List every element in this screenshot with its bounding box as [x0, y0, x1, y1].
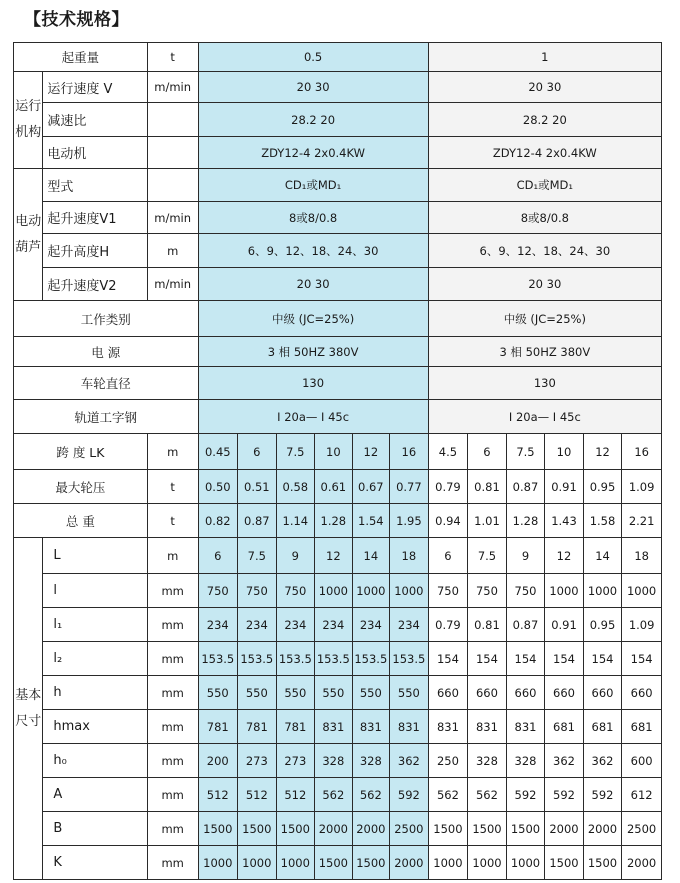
- value-cell: 16: [390, 434, 429, 470]
- value-cell: 750: [276, 574, 315, 608]
- table-row: [14, 202, 662, 234]
- dim-label: l₂: [43, 642, 147, 676]
- value-cell: 781: [198, 710, 238, 744]
- table-row: [14, 301, 662, 337]
- row-unit: [147, 137, 198, 169]
- value-cell: 154: [583, 642, 622, 676]
- value-cell: 1.58: [583, 504, 622, 538]
- value-cell: 0.94: [428, 504, 468, 538]
- value-cell: 2000: [315, 812, 353, 846]
- value-cell: 1000: [468, 846, 507, 880]
- spec-table: [13, 42, 662, 880]
- row-unit: mm: [147, 710, 198, 744]
- value-cell: 592: [390, 778, 429, 812]
- table-row: [14, 434, 662, 470]
- value-cell: 512: [198, 778, 238, 812]
- value-cell: 750: [428, 574, 468, 608]
- value-cell: 1000: [506, 846, 545, 880]
- table-row: [14, 608, 662, 642]
- row-label: 电 源: [14, 337, 199, 367]
- value-cell: 550: [352, 676, 390, 710]
- row-unit: mm: [147, 778, 198, 812]
- value-cell: 0.82: [198, 504, 238, 538]
- table-row: [14, 538, 662, 574]
- right-value: CD₁或MD₁: [428, 169, 661, 202]
- value-cell: 2000: [545, 812, 584, 846]
- value-cell: 12: [583, 434, 622, 470]
- value-cell: 562: [468, 778, 507, 812]
- value-cell: 1.09: [622, 470, 662, 504]
- row-unit: mm: [147, 608, 198, 642]
- value-cell: 1500: [545, 846, 584, 880]
- value-cell: 12: [545, 538, 584, 574]
- value-cell: 0.45: [198, 434, 238, 470]
- value-cell: 0.91: [545, 608, 584, 642]
- left-value: 20 30: [198, 72, 428, 103]
- right-value: 1: [428, 43, 661, 72]
- table-row: [14, 234, 662, 268]
- left-value: 中级 (JC=25%): [198, 301, 428, 337]
- value-cell: 1000: [276, 846, 315, 880]
- value-cell: 4.5: [428, 434, 468, 470]
- page-title: 【技术规格】: [24, 10, 129, 30]
- value-cell: 0.95: [583, 470, 622, 504]
- table-row: [14, 367, 662, 400]
- table-row: [14, 72, 662, 103]
- row-unit: t: [147, 470, 198, 504]
- row-unit: mm: [147, 744, 198, 778]
- value-cell: 660: [506, 676, 545, 710]
- value-cell: 0.87: [506, 608, 545, 642]
- value-cell: 681: [545, 710, 584, 744]
- value-cell: 234: [352, 608, 390, 642]
- value-cell: 6: [198, 538, 238, 574]
- value-cell: 1500: [583, 846, 622, 880]
- value-cell: 0.79: [428, 608, 468, 642]
- value-cell: 550: [390, 676, 429, 710]
- value-cell: 1000: [428, 846, 468, 880]
- value-cell: 562: [428, 778, 468, 812]
- dim-label: L: [43, 538, 147, 574]
- value-cell: 512: [276, 778, 315, 812]
- value-cell: 750: [506, 574, 545, 608]
- value-cell: 660: [545, 676, 584, 710]
- left-value: 0.5: [198, 43, 428, 72]
- value-cell: 1000: [352, 574, 390, 608]
- value-cell: 7.5: [468, 538, 507, 574]
- value-cell: 154: [545, 642, 584, 676]
- table-row: [14, 470, 662, 504]
- value-cell: 0.91: [545, 470, 584, 504]
- dim-label: B: [43, 812, 147, 846]
- value-cell: 0.81: [468, 608, 507, 642]
- row-unit: mm: [147, 642, 198, 676]
- left-value: 8或8/0.8: [198, 202, 428, 234]
- value-cell: 6: [428, 538, 468, 574]
- value-cell: 831: [506, 710, 545, 744]
- left-value: 20 30: [198, 268, 428, 301]
- row-label: 跨 度 LK: [14, 434, 148, 470]
- value-cell: 6: [238, 434, 277, 470]
- value-cell: 234: [238, 608, 277, 642]
- value-cell: 273: [238, 744, 277, 778]
- value-cell: 7.5: [506, 434, 545, 470]
- row-label: 工作类别: [14, 301, 199, 337]
- value-cell: 512: [238, 778, 277, 812]
- value-cell: 612: [622, 778, 662, 812]
- value-cell: 0.61: [315, 470, 353, 504]
- value-cell: 2500: [622, 812, 662, 846]
- table-row: [14, 778, 662, 812]
- value-cell: 234: [315, 608, 353, 642]
- dim-label: hmax: [43, 710, 147, 744]
- value-cell: 362: [390, 744, 429, 778]
- left-value: I 20a— I 45c: [198, 400, 428, 434]
- right-value: 中级 (JC=25%): [428, 301, 661, 337]
- dim-label: K: [43, 846, 147, 880]
- value-cell: 0.79: [428, 470, 468, 504]
- value-cell: 1.14: [276, 504, 315, 538]
- value-cell: 562: [352, 778, 390, 812]
- dim-label: l₁: [43, 608, 147, 642]
- row-label: 车轮直径: [14, 367, 199, 400]
- value-cell: 200: [198, 744, 238, 778]
- table-row: [14, 268, 662, 301]
- row-label: 起升速度V1: [43, 202, 147, 234]
- value-cell: 234: [198, 608, 238, 642]
- value-cell: 1500: [315, 846, 353, 880]
- table-row: [14, 43, 662, 72]
- value-cell: 1000: [315, 574, 353, 608]
- value-cell: 2000: [352, 812, 390, 846]
- table-row: [14, 504, 662, 538]
- right-value: 20 30: [428, 268, 661, 301]
- dim-label: h: [43, 676, 147, 710]
- row-unit: t: [147, 504, 198, 538]
- table-row: [14, 103, 662, 137]
- row-unit: m/min: [147, 202, 198, 234]
- value-cell: 362: [545, 744, 584, 778]
- value-cell: 1.95: [390, 504, 429, 538]
- value-cell: 1.01: [468, 504, 507, 538]
- value-cell: 550: [238, 676, 277, 710]
- value-cell: 1000: [390, 574, 429, 608]
- value-cell: 154: [468, 642, 507, 676]
- value-cell: 10: [545, 434, 584, 470]
- value-cell: 750: [468, 574, 507, 608]
- dim-label: l: [43, 574, 147, 608]
- value-cell: 1000: [583, 574, 622, 608]
- row-label: 减速比: [43, 103, 147, 137]
- value-cell: 831: [428, 710, 468, 744]
- row-unit: m/min: [147, 268, 198, 301]
- group-label-dimensions: 基本尺寸: [14, 538, 43, 880]
- value-cell: 831: [315, 710, 353, 744]
- value-cell: 660: [428, 676, 468, 710]
- value-cell: 12: [352, 434, 390, 470]
- left-value: 6、9、12、18、24、30: [198, 234, 428, 268]
- value-cell: 12: [315, 538, 353, 574]
- row-label: 起升速度V2: [43, 268, 147, 301]
- dim-label: h₀: [43, 744, 147, 778]
- right-value: 20 30: [428, 72, 661, 103]
- value-cell: 750: [238, 574, 277, 608]
- row-unit: mm: [147, 812, 198, 846]
- table-row: [14, 676, 662, 710]
- value-cell: 781: [276, 710, 315, 744]
- value-cell: 1500: [198, 812, 238, 846]
- value-cell: 6: [468, 434, 507, 470]
- value-cell: 16: [622, 434, 662, 470]
- value-cell: 592: [583, 778, 622, 812]
- dim-label: A: [43, 778, 147, 812]
- value-cell: 1000: [545, 574, 584, 608]
- left-value: ZDY12-4 2x0.4KW: [198, 137, 428, 169]
- value-cell: 592: [545, 778, 584, 812]
- group-label-hoist: 电动葫芦: [14, 169, 43, 301]
- value-cell: 660: [622, 676, 662, 710]
- row-unit: t: [147, 43, 198, 72]
- value-cell: 154: [622, 642, 662, 676]
- row-unit: mm: [147, 846, 198, 880]
- row-unit: m: [147, 434, 198, 470]
- value-cell: 831: [468, 710, 507, 744]
- row-label: 轨道工字钢: [14, 400, 199, 434]
- value-cell: 831: [352, 710, 390, 744]
- value-cell: 153.5: [238, 642, 277, 676]
- left-value: 28.2 20: [198, 103, 428, 137]
- value-cell: 1000: [238, 846, 277, 880]
- value-cell: 562: [315, 778, 353, 812]
- table-row: [14, 710, 662, 744]
- row-label: 型式: [43, 169, 147, 202]
- value-cell: 0.58: [276, 470, 315, 504]
- row-label: 最大轮压: [14, 470, 148, 504]
- value-cell: 153.5: [198, 642, 238, 676]
- value-cell: 328: [315, 744, 353, 778]
- value-cell: 153.5: [276, 642, 315, 676]
- value-cell: 1500: [506, 812, 545, 846]
- value-cell: 9: [276, 538, 315, 574]
- value-cell: 7.5: [276, 434, 315, 470]
- value-cell: 600: [622, 744, 662, 778]
- value-cell: 1500: [276, 812, 315, 846]
- value-cell: 14: [583, 538, 622, 574]
- value-cell: 328: [506, 744, 545, 778]
- value-cell: 328: [468, 744, 507, 778]
- left-value: CD₁或MD₁: [198, 169, 428, 202]
- table-row: [14, 169, 662, 202]
- value-cell: 2.21: [622, 504, 662, 538]
- value-cell: 0.67: [352, 470, 390, 504]
- value-cell: 7.5: [238, 538, 277, 574]
- row-unit: m: [147, 538, 198, 574]
- table-row: [14, 337, 662, 367]
- value-cell: 831: [390, 710, 429, 744]
- table-row: [14, 642, 662, 676]
- row-unit: [147, 169, 198, 202]
- left-value: 130: [198, 367, 428, 400]
- value-cell: 154: [506, 642, 545, 676]
- row-label: 电动机: [43, 137, 147, 169]
- table-row: [14, 812, 662, 846]
- value-cell: 1.28: [315, 504, 353, 538]
- value-cell: 153.5: [315, 642, 353, 676]
- value-cell: 1.09: [622, 608, 662, 642]
- value-cell: 1000: [198, 846, 238, 880]
- row-unit: [147, 103, 198, 137]
- value-cell: 0.81: [468, 470, 507, 504]
- table-row: [14, 744, 662, 778]
- row-label: 起重量: [14, 43, 148, 72]
- value-cell: 0.50: [198, 470, 238, 504]
- row-unit: mm: [147, 574, 198, 608]
- value-cell: 1500: [468, 812, 507, 846]
- value-cell: 660: [583, 676, 622, 710]
- right-value: 8或8/0.8: [428, 202, 661, 234]
- value-cell: 2000: [583, 812, 622, 846]
- table-row: [14, 400, 662, 434]
- value-cell: 660: [468, 676, 507, 710]
- value-cell: 153.5: [390, 642, 429, 676]
- value-cell: 1.54: [352, 504, 390, 538]
- row-label: 总 重: [14, 504, 148, 538]
- value-cell: 18: [622, 538, 662, 574]
- value-cell: 1.43: [545, 504, 584, 538]
- right-value: 28.2 20: [428, 103, 661, 137]
- table-row: [14, 574, 662, 608]
- value-cell: 550: [276, 676, 315, 710]
- value-cell: 592: [506, 778, 545, 812]
- value-cell: 362: [583, 744, 622, 778]
- value-cell: 0.95: [583, 608, 622, 642]
- value-cell: 1500: [428, 812, 468, 846]
- row-unit: mm: [147, 676, 198, 710]
- table-row: [14, 137, 662, 169]
- value-cell: 153.5: [352, 642, 390, 676]
- value-cell: 781: [238, 710, 277, 744]
- row-label: 运行速度 V: [43, 72, 147, 103]
- value-cell: 250: [428, 744, 468, 778]
- value-cell: 750: [198, 574, 238, 608]
- right-value: 6、9、12、18、24、30: [428, 234, 661, 268]
- group-label-mechanism: 运行机构: [14, 72, 43, 169]
- right-value: ZDY12-4 2x0.4KW: [428, 137, 661, 169]
- left-value: 3 相 50HZ 380V: [198, 337, 428, 367]
- row-unit: m: [147, 234, 198, 268]
- value-cell: 681: [583, 710, 622, 744]
- value-cell: 1500: [352, 846, 390, 880]
- row-label: 起升高度H: [43, 234, 147, 268]
- value-cell: 14: [352, 538, 390, 574]
- value-cell: 10: [315, 434, 353, 470]
- value-cell: 1.28: [506, 504, 545, 538]
- value-cell: 0.87: [238, 504, 277, 538]
- value-cell: 234: [276, 608, 315, 642]
- value-cell: 273: [276, 744, 315, 778]
- row-unit: m/min: [147, 72, 198, 103]
- value-cell: 0.87: [506, 470, 545, 504]
- value-cell: 681: [622, 710, 662, 744]
- value-cell: 2000: [622, 846, 662, 880]
- value-cell: 328: [352, 744, 390, 778]
- value-cell: 9: [506, 538, 545, 574]
- value-cell: 550: [315, 676, 353, 710]
- right-value: I 20a— I 45c: [428, 400, 661, 434]
- table-row: [14, 846, 662, 880]
- value-cell: 2500: [390, 812, 429, 846]
- value-cell: 154: [428, 642, 468, 676]
- value-cell: 550: [198, 676, 238, 710]
- value-cell: 2000: [390, 846, 429, 880]
- value-cell: 1500: [238, 812, 277, 846]
- right-value: 130: [428, 367, 661, 400]
- right-value: 3 相 50HZ 380V: [428, 337, 661, 367]
- value-cell: 234: [390, 608, 429, 642]
- value-cell: 18: [390, 538, 429, 574]
- value-cell: 1000: [622, 574, 662, 608]
- value-cell: 0.51: [238, 470, 277, 504]
- value-cell: 0.77: [390, 470, 429, 504]
